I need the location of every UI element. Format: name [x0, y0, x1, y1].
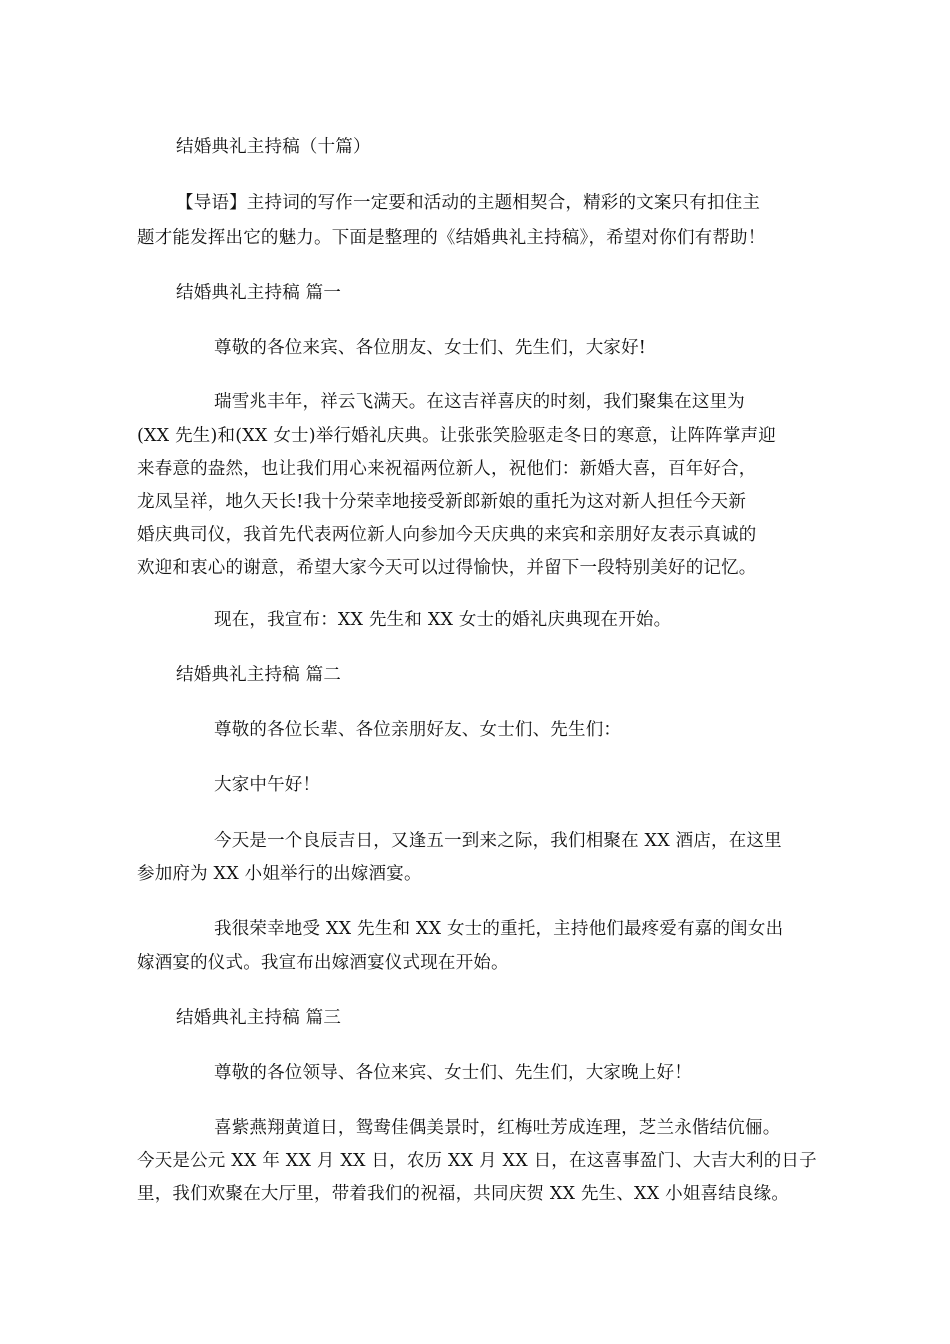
paragraph-line: 嫁酒宴的仪式。我宣布出嫁酒宴仪式现在开始。	[137, 953, 509, 973]
paragraph-line: 大家中午好！	[214, 775, 321, 795]
paragraph-line: 龙凤呈祥，地久天长!我十分荣幸地接受新郎新娘的重托为这对新人担任今天新	[137, 492, 747, 512]
intro-line: 题才能发挥出它的魅力。下面是整理的《结婚典礼主持稿》，希望对你们有帮助！	[137, 228, 766, 248]
paragraph-line: 欢迎和衷心的谢意，希望大家今天可以过得愉快，并留下一段特别美好的记忆。	[137, 558, 757, 578]
paragraph-line: 参加府为 XX 小姐举行的出嫁酒宴。	[137, 864, 422, 884]
paragraph-line: 里，我们欢聚在大厅里，带着我们的祝福，共同庆贺 XX 先生、XX 小姐喜结良缘。	[137, 1184, 790, 1204]
paragraph-line: 尊敬的各位领导、各位来宾、女士们、先生们，大家晚上好！	[214, 1063, 692, 1083]
document-title: 结婚典礼主持稿（十篇）	[176, 137, 371, 157]
intro-line: 【导语】主持词的写作一定要和活动的主题相契合，精彩的文案只有扣住主	[176, 193, 761, 213]
paragraph-line: 喜紫燕翔黄道日，鸳鸯佳偶美景时，红梅吐芳成连理，芝兰永偕结伉俪。	[214, 1118, 781, 1138]
paragraph-line: (XX 先生)和(XX 女士)举行婚礼庆典。让张张笑脸驱走冬日的寒意，让阵阵掌声迎	[137, 426, 776, 446]
paragraph-line: 今天是公元 XX 年 XX 月 XX 日，农历 XX 月 XX 日，在这喜事盈门、大吉大利的日子	[137, 1151, 817, 1171]
paragraph-line: 尊敬的各位长辈、各位亲朋好友、女士们、先生们：	[214, 720, 622, 740]
paragraph-line: 婚庆典司仪，我首先代表两位新人向参加今天庆典的来宾和亲朋好友表示真诚的	[137, 525, 757, 545]
paragraph-line: 我很荣幸地受 XX 先生和 XX 女士的重托，主持他们最疼爱有嘉的闺女出	[214, 919, 784, 939]
paragraph-line: 瑞雪兆丰年，祥云飞满天。在这吉祥喜庆的时刻，我们聚集在这里为	[214, 392, 745, 412]
paragraph-line: 来春意的盎然，也让我们用心来祝福两位新人，祝他们：新婚大喜，百年好合，	[137, 459, 757, 479]
paragraph-line: 现在，我宣布：XX 先生和 XX 女士的婚礼庆典现在开始。	[214, 610, 672, 630]
section-heading: 结婚典礼主持稿 篇二	[176, 665, 342, 685]
paragraph-line: 今天是一个良辰吉日，又逢五一到来之际，我们相聚在 XX 酒店，在这里	[214, 831, 782, 851]
section-heading: 结婚典礼主持稿 篇三	[176, 1008, 342, 1028]
paragraph-line: 尊敬的各位来宾、各位朋友、女士们、先生们，大家好!	[214, 338, 647, 358]
section-heading: 结婚典礼主持稿 篇一	[176, 283, 342, 303]
